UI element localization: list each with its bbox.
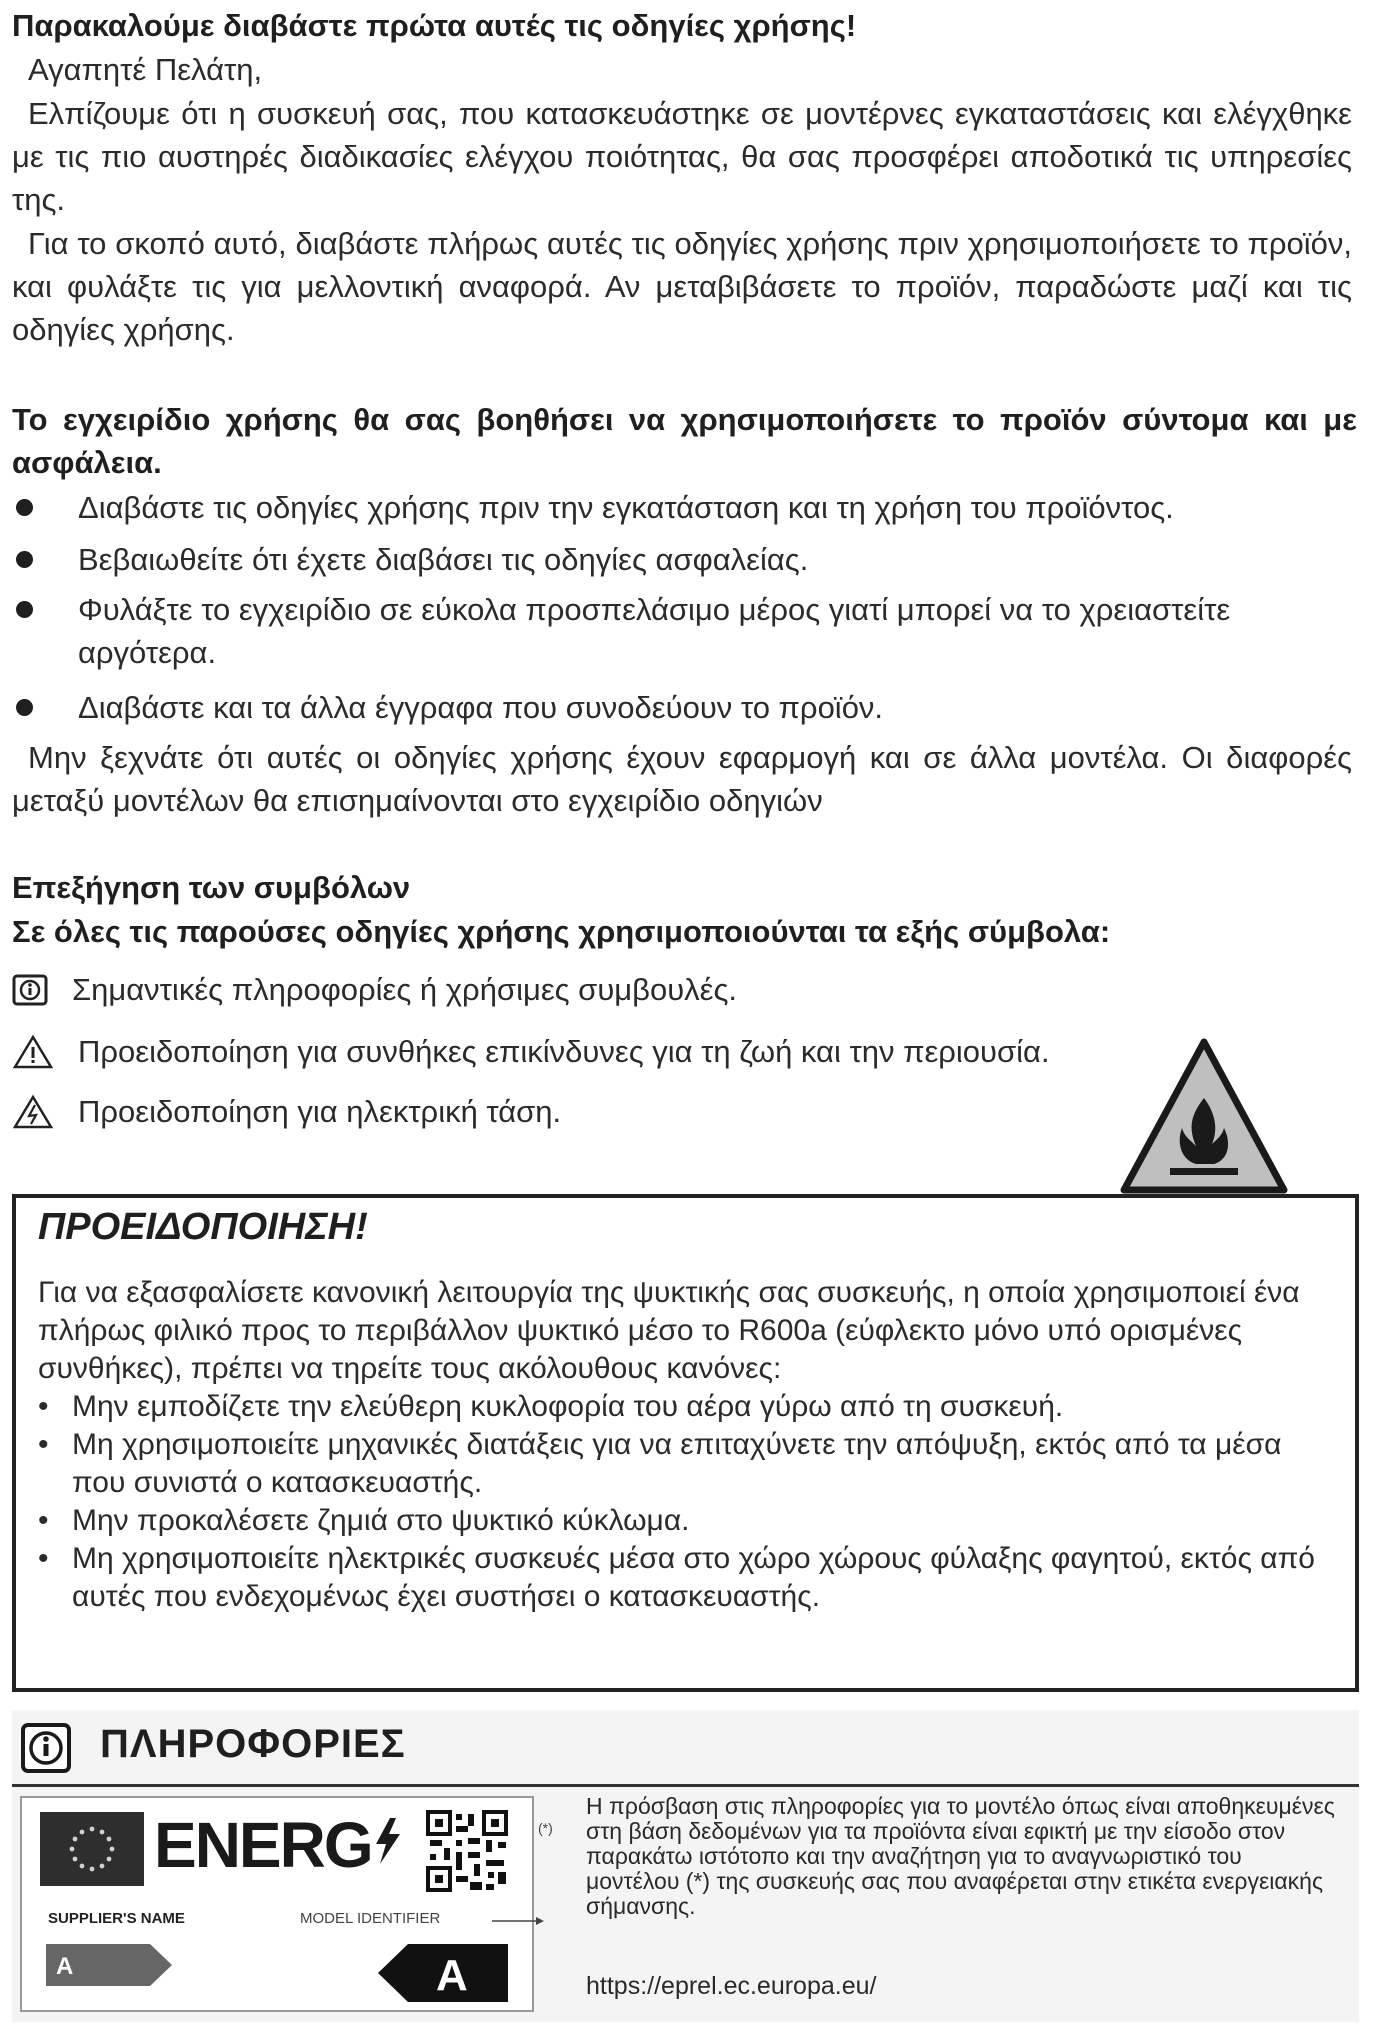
list-item: • Μη χρησιμοποιείτε μηχανικές διατάξεις για να επιταχύνετε την απόψυξη, εκτός από τα μέσα που συνιστά ο κατασκευαστής. — [38, 1426, 1338, 1502]
list-item: Φυλάξτε το εγχειρίδιο σε εύκολα προσπελάσιμο μέρος γιατί μπορεί να το χρειαστείτε αργότερα. — [12, 588, 1342, 674]
list-item: Βεβαιωθείτε ότι έχετε διαβάσει τις οδηγίες ασφαλείας. — [12, 538, 1342, 581]
model-identifier-label: MODEL IDENTIFIER — [300, 1910, 441, 1927]
asterisk-note: (*) — [538, 1820, 553, 1836]
info-icon — [12, 974, 48, 1006]
bullet-icon — [16, 699, 33, 716]
intro-heading: Παρακαλούμε διαβάστε πρώτα αυτές τις οδηγίες χρήσης! — [12, 8, 857, 43]
bullet-icon — [16, 551, 33, 568]
warning-body — [38, 1274, 1338, 1616]
lightning-icon — [372, 1818, 402, 1864]
info-icon — [20, 1722, 72, 1774]
models-note: Μην ξεχνάτε ότι αυτές οι οδηγίες χρήσης έχουν εφαρμογή και σε άλλα μοντέλα. Οι διαφορές μεταξύ μοντέλων θα επισημαίνονται στο εγχειρίδιο οδηγιών — [12, 740, 1352, 818]
bullet-icon — [16, 601, 33, 618]
list-item: • Μην προκαλέσετε ζημιά στο ψυκτικό κύκλωμα. — [38, 1502, 1338, 1540]
qr-code-icon — [426, 1810, 508, 1892]
energy-label — [20, 1796, 534, 2012]
warning-triangle-icon — [12, 1034, 54, 1070]
svg-text:A: A — [436, 1951, 468, 2000]
intro-paragraph-2: Για το σκοπό αυτό, διαβάστε πλήρως αυτές τις οδηγίες χρήσης πριν χρησιμοποιήσετε το προϊόν, και φυλάξτε τις για μελλοντική αναφορά. Αν μεταβιβάσετε το προϊόν, παραδώστε μαζί και τις οδηγίες χρήσης. — [12, 226, 1352, 347]
information-header — [12, 1710, 1359, 1787]
list-item: • Μην εμποδίζετε την ελεύθερη κυκλοφορία του αέρα γύρω από τη συσκευή. — [38, 1388, 1338, 1426]
flammable-warning-icon — [1118, 1036, 1290, 1196]
manual-heading: Το εγχειρίδιο χρήσης θα σας βοηθήσει να χρησιμοποιήσετε το προϊόν σύντομα και με ασφάλεια. — [12, 402, 1357, 480]
warning-intro: Για να εξασφαλίσετε κανονική λειτουργία της ψυκτικής σας συσκευής, η οποία χρησιμοποιεί ένα πλήρως φιλικό προς το περιβάλλον ψυκτικό μέσο το R600a (εύφλεκτο μόνο υπό ορισμένες συνθήκες), πρέπει να τηρείτε τους ακόλουθους κανόνες: — [38, 1276, 1300, 1385]
supplier-name-label: SUPPLIER'S NAME — [48, 1910, 185, 1927]
arrow-right-icon — [492, 1916, 544, 1926]
svg-text:A: A — [56, 1953, 74, 1980]
warning-box — [12, 1194, 1359, 1692]
symbols-subheading: Σε όλες τις παρούσες οδηγίες χρήσης χρησιμοποιούνται τα εξής σύμβολα: — [12, 914, 1111, 949]
eprel-link[interactable]: https://eprel.ec.europa.eu/ — [586, 1972, 877, 2000]
warning-title: ΠΡΟΕΙΔΟΠΟΙΗΣΗ! — [38, 1206, 368, 1248]
list-item: Διαβάστε τις οδηγίες χρήσης πριν την εγκατάσταση και τη χρήση του προϊόντος. — [12, 486, 1342, 529]
electric-voltage-icon — [12, 1094, 54, 1130]
energy-class-arrow-left — [46, 1944, 172, 1986]
energy-class-arrow-right — [378, 1944, 508, 2002]
symbols-heading: Επεξήγηση των συμβόλων — [12, 870, 411, 905]
greeting: Αγαπητέ Πελάτη, — [28, 52, 263, 87]
list-item: Διαβάστε και τα άλλα έγγραφα που συνοδεύουν το προϊόν. — [12, 686, 1342, 729]
energy-brand: ENERG — [154, 1808, 402, 1882]
information-text: Η πρόσβαση στις πληροφορίες για το μοντέλο όπως είναι αποθηκευμένες στη βάση δεδομένων για τα προϊόντα είναι εφικτή με την είσοδο στον παρακάτω ιστότοπο και την αναζήτηση για το αναγνωριστικό του μοντέλου (*) της συσκευής σας που αναφέρεται στην ετικέτα ενεργειακής σήμανσης. — [586, 1793, 1335, 1919]
information-box — [12, 1710, 1359, 2022]
intro-paragraph-1: Ελπίζουμε ότι η συσκευή σας, που κατασκευάστηκε σε μοντέρνες εγκαταστάσεις και ελέγχθηκε με τις πιο αυστηρές διαδικασίες ελέγχου ποιότητας, θα σας προσφέρει αποδοτικά τις υπηρεσίες της. — [12, 96, 1352, 217]
list-item: • Μη χρησιμοποιείτε ηλεκτρικές συσκευές μέσα στο χώρο χώρους φύλαξης φαγητού, εκτός από αυτές που ενδεχομένως έχει συστήσει ο κατασκευαστής. — [38, 1540, 1338, 1616]
information-title: ΠΛΗΡΟΦΟΡΙΕΣ — [100, 1722, 406, 1766]
manual-page: Παρακαλούμε διαβάστε πρώτα αυτές τις οδηγίες χρήσης! Αγαπητέ Πελάτη, Ελπίζουμε ότι η συσκευή σας, που κατασκευάστηκε σε μοντέρνες εγκαταστάσεις και ελέγχθηκε με τις πιο αυστηρές διαδικασίες ελέγχου ποιότητας, θα σας προσφέρει αποδοτικά τις υπηρεσίες της. Για το σκοπό αυτό, διαβάστε πλήρως αυτές τις οδηγίες χρήσης πριν χρησιμοποιήσετε το προϊόν, και φυλάξτε τις για μελλοντική αναφορά. Αν μεταβιβάσετε το προϊόν, παραδώστε μαζί και τις οδηγίες χρήσης. Το εγχειρίδιο χρήσης θα σας βοηθήσει να χρησιμοποιήσετε το προϊόν σύντομα και με ασφάλεια. Διαβάστε τις οδηγίες χρήσης πριν την εγκατάσταση και τη χρήση του προϊόντος. Βεβαιωθείτε ότι έχετε διαβάσει τις οδηγίες ασφαλείας. Φυλάξτε το εγχειρίδιο σε εύκολα προσπελάσιμο μέρος γιατί μπορεί να το χρειαστείτε αργότερα. Διαβάστε και τα άλλα έγγραφα που συνοδεύουν το προϊόν. Μην ξεχνάτε ότι αυτές οι οδηγίες χρήσης έχουν εφαρμογή και σε άλλα μοντέλα. Οι διαφορές μεταξύ μοντέλων θα επισημαίνονται στο εγχειρίδιο οδηγιών Επεξήγηση των συμβόλων Σε όλες τις παρούσες οδηγίες χρήσης χρησιμοποιούνται τα εξής σύμβολα: Σημαντικές πληροφορίες ή χρήσιμες συμβουλές. Προειδοποίηση για συνθήκες επικίνδυνες για τη ζωή και την περιουσία. Προειδοποίηση για ηλεκτρική τάση. ΠΡΟΕΙΔΟΠΟΙΗΣΗ! Για να εξασφαλίσετε κανονική λειτουργία της ψυκτικής σας συσκευής, η οποία χρησιμοποιεί ένα πλήρως φιλικό προς το περιβάλλον ψυκτικό μέσο το R600a (εύφλεκτο μόνο υπό ορισμένες συνθήκες), πρέπει να τηρείτε τους ακόλουθους κανόνες: • Μην εμποδίζετε την ελεύθερη κυκλοφορία του αέρα γύρω από τη συσκευή. • Μη χρησιμοποιείτε μηχανικές διατάξεις για να επιταχύνετε την απόψυξη, εκτός από τα μέσα που συνιστά ο κατασκευαστής. • Μην προκαλέσετε ζημιά στο ψυκτικό κύκλωμα. • Μη χρησιμοποιείτε ηλεκτρικές συσκευές μέσα στο χώρο χώρους φύλαξης φαγητού, εκτός από αυτές που ενδεχομένως έχει συστήσει ο κατασκευαστής. ΠΛΗΡΟΦΟΡΙΕΣ ENERG SUPPLIER'S NAME MODEL IDENTIFIER A A (*) Η πρόσβαση στις πληροφορίες για το μοντέλο όπως είναι αποθηκευμένες στη βάση δεδομένων για τα προϊόντα είναι εφικτή με την είσοδο στον παρακάτω ιστότοπο και την αναζήτηση για το αναγνωριστικό του μοντέλου (*) της συσκευής σας που αναφέρεται στην ετικέτα ενεργειακής σήμανσης. https://eprel.ec.europa.eu/ — [0, 0, 1373, 2030]
bullet-icon — [16, 499, 33, 516]
eu-flag-icon — [40, 1812, 144, 1886]
